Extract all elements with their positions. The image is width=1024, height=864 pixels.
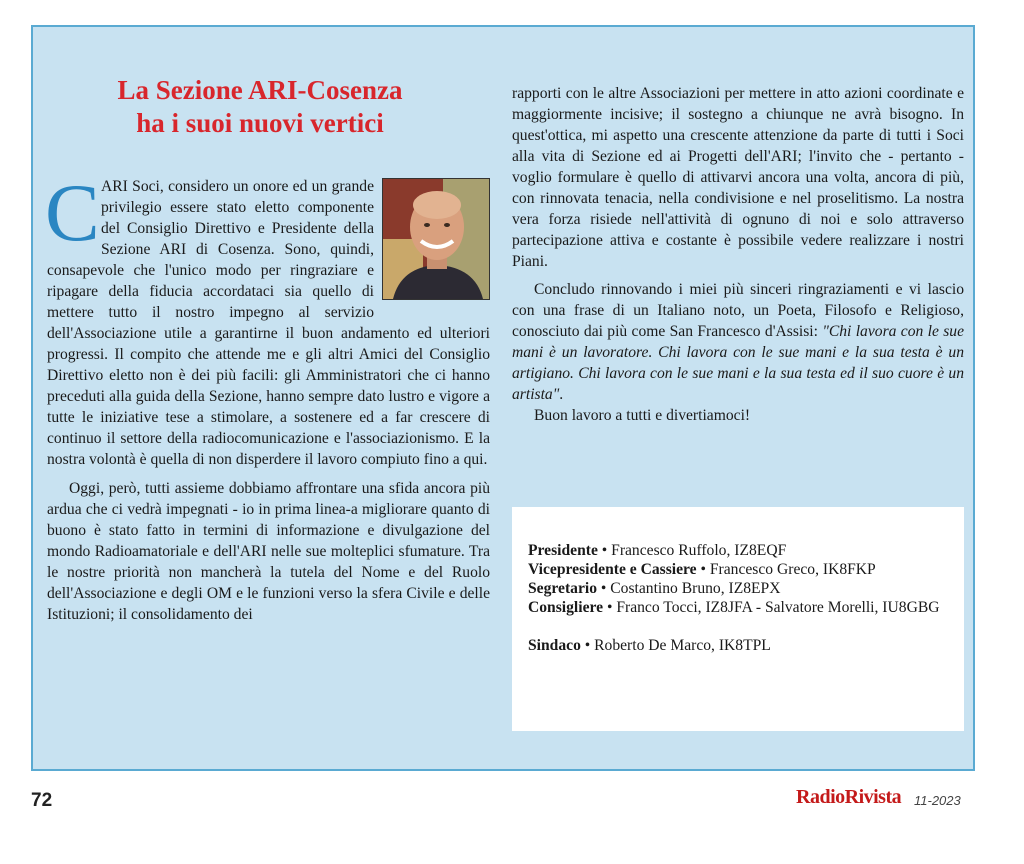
officer-role: Sindaco — [528, 637, 581, 654]
magazine-logo: RadioRivista — [796, 786, 902, 808]
officer-row-consigliere — [528, 598, 958, 617]
officer-role: Consigliere — [528, 599, 604, 616]
title-line-2: ha i suoi nuovi vertici — [136, 108, 384, 138]
saint-francis-quote: "Chi lavora con le sue mani è un lavoratore. Chi lavora con le sue mani e la sua testa è un artigiano. Chi lavora con le sue mani e la sua testa ed il suo cuore è un artista" — [512, 323, 964, 403]
officers-list — [528, 541, 958, 655]
paragraph-4-end: . — [559, 386, 564, 403]
officer-row-segretario — [528, 579, 958, 598]
officer-row-sindaco — [528, 636, 958, 655]
paragraph-2: Oggi, però, tutti assieme dobbiamo affrontare una sfida ancora più ardua che ci vedrà impegnati - io in prima linea-a migliorare quanto di buono è stato fatto in termini di informazione e divulgazione del mondo Radioamatoriale e dell'ARI nelle sue molteplici sfumature. Tra le nostre priorità non mancherà la tutela del Nome e del Ruolo dell'Associazione e degli OM e le funzioni verso la sfera Civile e delle Istituzioni; il consolidamento dei — [47, 480, 490, 623]
paragraph-4-lead: Concludo rinnovando i miei più sinceri ringraziamenti e vi lascio con una frase di un Italiano noto, un Poeta, Filosofo e Religioso, conosciuto dai più come San Francesco d'Assisi: — [512, 281, 964, 340]
officer-name: Francesco Greco, IK8FKP — [709, 561, 876, 578]
paragraph-4 — [512, 279, 964, 405]
paragraph-5: Buon lavoro a tutti e divertiamoci! — [534, 407, 751, 424]
officer-row-presidente — [528, 541, 958, 560]
officer-role: Vicepresidente e Cassiere — [528, 561, 697, 578]
officer-name: Roberto De Marco, IK8TPL — [594, 637, 771, 654]
bullet-separator: • — [597, 542, 612, 559]
paragraph-3: rapporti con le altre Associazioni per mettere in atto azioni coordinate e maggiormente incisive; il sostegno a chiunque ne avrà bisogno. In quest'ottica, mi aspetto una crescente attenzione da parte di tutti i Soci alla vita di Sezione ed ai Progetti dell'ARI; l'invito che - pertanto - voglio formulare è quello di attivarvi ancora una volta, ancora di più, con rinnovata tenacia, nella condivisione e nel proselitismo. La nostra vera forza risiede nell'attività di ognuno di noi e solo attraverso partecipazione attiva e costante è possibile vedere realizzare i nostri Piani. — [512, 85, 964, 270]
paragraph-intro-text: ARI Soci, considero un onore ed un grande privilegio essere stato eletto componente del Consiglio Direttivo e Presidente della Sezione ARI di Cosenza. Sono, quindi, consapevole che l'unico modo per ringraziare e ripagare della fiducia accordataci sia quello di mettere tutto il nostro impegno al servizio dell'Associazione utile a garantirne il buon andamento ed ulteriori progressi. Il compito che attende me e gli altri Amici del Consiglio Direttivo eletto non è dei più facili: gli Amministratori che ci hanno preceduti alla guida della Sezione, hanno sempre dato lustro e vigore a tutte le iniziative tese a stimolare, a sostenere ed a far crescere di continuo il settore della radiocomunicazione e l'associazionismo. E la nostra volontà è quella di non disperdere il lavoro compiuto fino a qui. — [47, 178, 490, 468]
page-number: 72 — [31, 790, 53, 811]
officers-box — [512, 507, 964, 731]
bullet-separator: • — [603, 599, 617, 616]
officer-role: Presidente — [528, 542, 598, 559]
left-column — [45, 167, 490, 625]
portrait-icon — [383, 179, 489, 299]
officer-name: Franco Tocci, IZ8JFA - Salvatore Morelli, IU8GBG — [616, 599, 940, 616]
article-title — [47, 74, 473, 140]
officer-row-vicepresidente — [528, 560, 958, 579]
issue-date: 11-2023 — [914, 793, 961, 808]
officer-role: Segretario — [528, 580, 597, 597]
paragraph-intro — [45, 167, 490, 470]
portrait-photo — [382, 178, 490, 300]
officer-name: Francesco Ruffolo, IZ8EQF — [611, 542, 787, 559]
bullet-separator: • — [580, 637, 595, 654]
officer-name: Costantino Bruno, IZ8EPX — [610, 580, 781, 597]
drop-cap: C — [45, 167, 100, 258]
right-column — [512, 83, 964, 426]
bullet-separator: • — [597, 580, 611, 597]
bullet-separator: • — [696, 561, 710, 578]
title-line-1: La Sezione ARI-Cosenza — [117, 75, 403, 105]
